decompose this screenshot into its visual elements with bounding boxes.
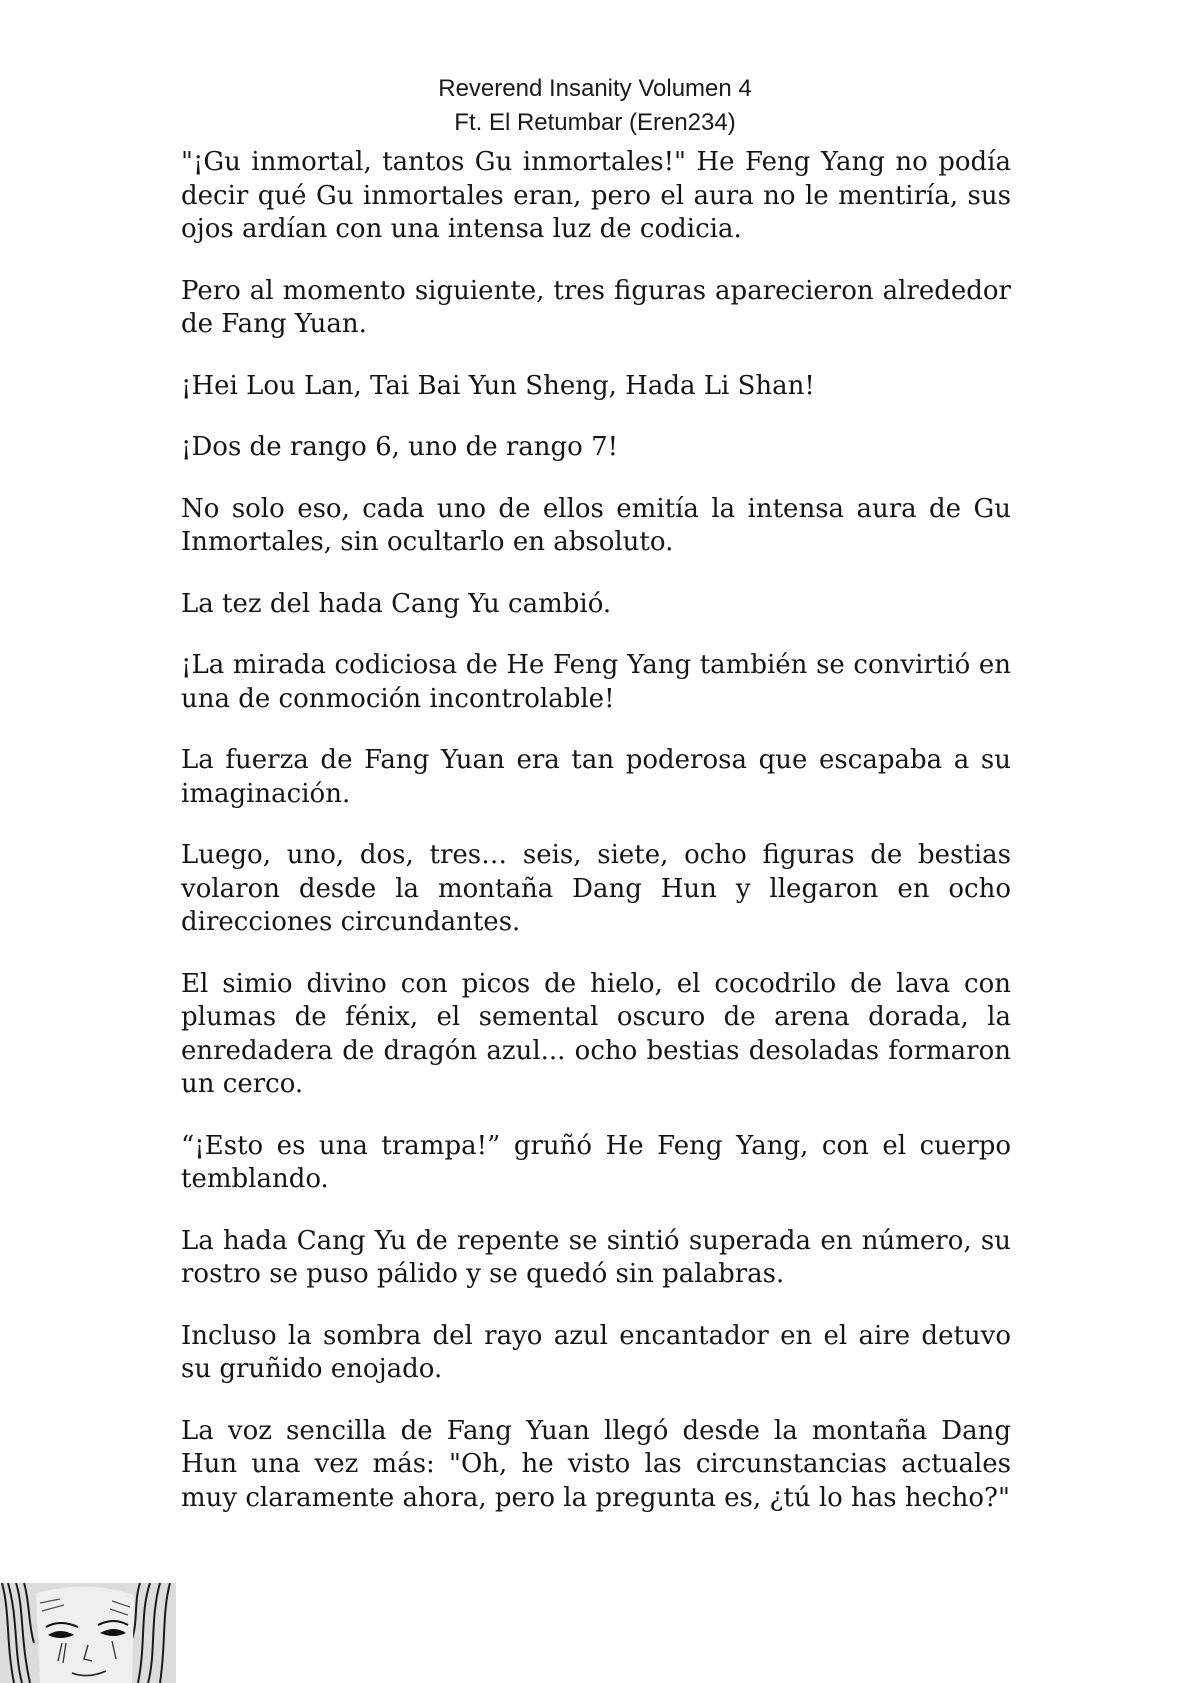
manga-character-portrait-icon — [0, 1583, 176, 1683]
header-credit: Ft. El Retumbar (Eren234) — [454, 109, 736, 136]
paragraph: La hada Cang Yu de repente se sintió superada en número, su rostro se puso pálido y se quedó sin palabras. — [181, 1225, 1011, 1289]
header-title: Reverend Insanity Volumen 4 — [438, 75, 752, 102]
paragraph: El simio divino con picos de hielo, el cocodrilo de lava con plumas de fénix, el semental oscuro de arena dorada, la enredadera de dragón azul... ocho bestias desoladas formaron un cerco. — [181, 968, 1011, 1099]
chapter-body — [181, 146, 1011, 1543]
paragraph: ¡Dos de rango 6, uno de rango 7! — [181, 432, 619, 462]
paragraph: "¡Gu inmortal, tantos Gu inmortales!" He Feng Yang no podía decir qué Gu inmortales eran, pero el aura no le mentiría, sus ojos ardían con una intensa luz de codicia. — [181, 147, 1011, 244]
paragraph: Incluso la sombra del rayo azul encantador en el aire detuvo su gruñido enojado. — [181, 1320, 1011, 1384]
paragraph: La fuerza de Fang Yuan era tan poderosa que escapaba a su imaginación. — [181, 745, 1011, 809]
paragraph: “¡Esto es una trampa!” gruñó He Feng Yang, con el cuerpo temblando. — [181, 1130, 1011, 1194]
paragraph: No solo eso, cada uno de ellos emitía la intensa aura de Gu Inmortales, sin ocultarlo en absoluto. — [181, 493, 1011, 557]
paragraph: La tez del hada Cang Yu cambió. — [181, 588, 612, 619]
paragraph: La voz sencilla de Fang Yuan llegó desde la montaña Dang Hun una vez más: "Oh, he visto las circunstancias actuales muy claramente ahora, pero la pregunta es, ¿tú lo has hecho?" — [181, 1415, 1011, 1513]
paragraph: Pero al momento siguiente, tres figuras aparecieron alrededor de Fang Yuan. — [181, 275, 1011, 339]
paragraph: ¡Hei Lou Lan, Tai Bai Yun Sheng, Hada Li Shan! — [181, 370, 815, 401]
paragraph: Luego, uno, dos, tres… seis, siete, ocho figuras de bestias volaron desde la montaña Dang Hun y llegaron en ocho direcciones circundantes. — [181, 840, 1011, 937]
paragraph: ¡La mirada codiciosa de He Feng Yang también se convirtió en una de conmoción incontrolable! — [181, 650, 1011, 714]
